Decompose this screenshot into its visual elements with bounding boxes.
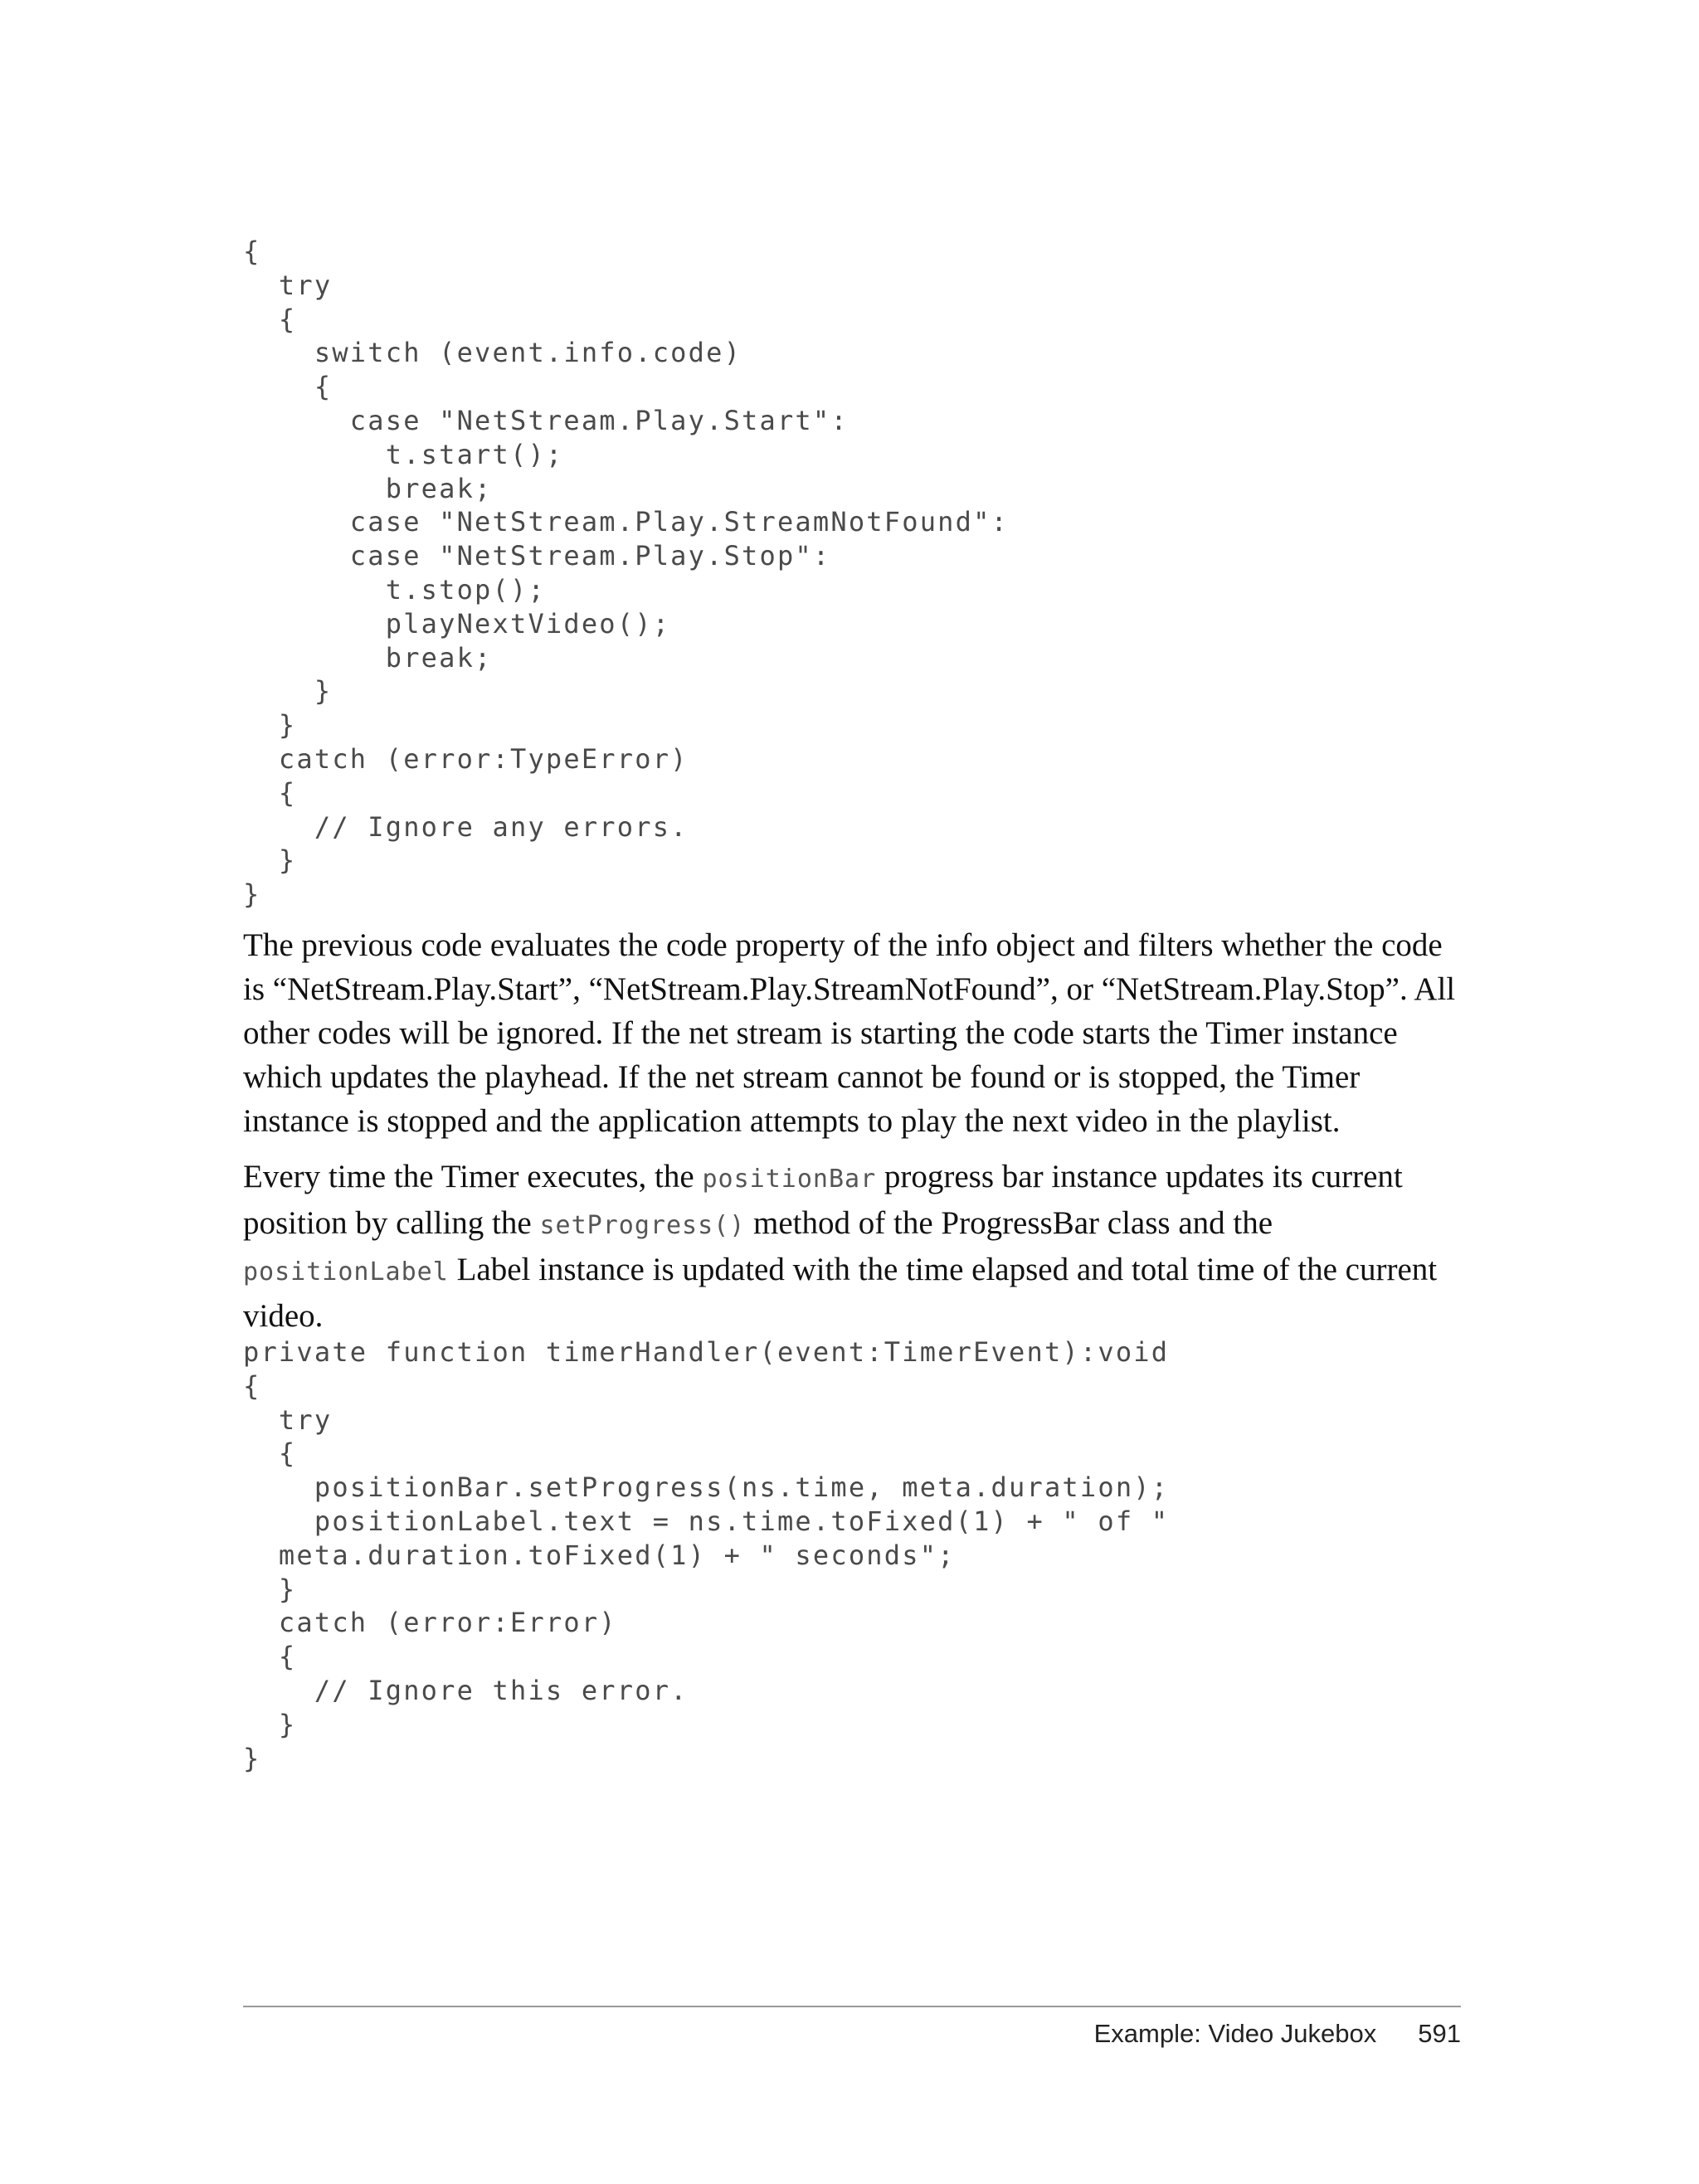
footer-divider [243,2006,1461,2007]
paragraph-text: progress bar instance updates its current position by calling the [243,1159,1403,1241]
paragraph-code-explanation: The previous code evaluates the code property of the info object and filters whether the code is “NetStream.Play.Start”, “NetStream.Play.StreamNotFound”, or “NetStream.Play.Stop”. All other codes will be ignored. If the net stream is starting the code starts the Timer instance which updates the playhead. If the net stream cannot be found or is stopped, the Timer instance is stopped and the application attempts to play the next video in the playlist. [243,927,1456,1139]
paragraph-timer-explanation [243,1155,1463,1338]
inline-code-position-label: positionLabel [243,1257,449,1287]
code-block-net-status-handler: { try { switch (event.info.code) { case "NetStream.Play.Start": t.start(); break; case "NetStream.Play.StreamNotFound": case "NetStream.Play.Stop": t.stop(); playNextVideo(); break; } } catch (error:TypeError) { // Ignore any errors. } } [243,236,1010,911]
page-number: 591 [1418,2019,1461,2048]
paragraph-text: Every time the Timer executes, the [243,1159,703,1194]
paragraph-text: Label instance is updated with the time elapsed and total time of the current video. [243,1252,1438,1334]
page-footer [1094,2019,1461,2049]
code-block-timer-handler: private function timerHandler(event:TimerEvent):void { try { positionBar.setProgress(ns.time, meta.duration); positionLabel.text = ns.time.toFixed(1) + " of " meta.duration.toFixed(1) + " seconds"; } catch (error:Error) { // Ignore this error. } } [243,1336,1170,1774]
inline-code-position-bar: positionBar [702,1165,877,1194]
inline-code-set-progress: setProgress() [539,1211,746,1240]
footer-section-title: Example: Video Jukebox [1093,2019,1377,2048]
paragraph-text: method of the ProgressBar class and the [745,1205,1273,1241]
